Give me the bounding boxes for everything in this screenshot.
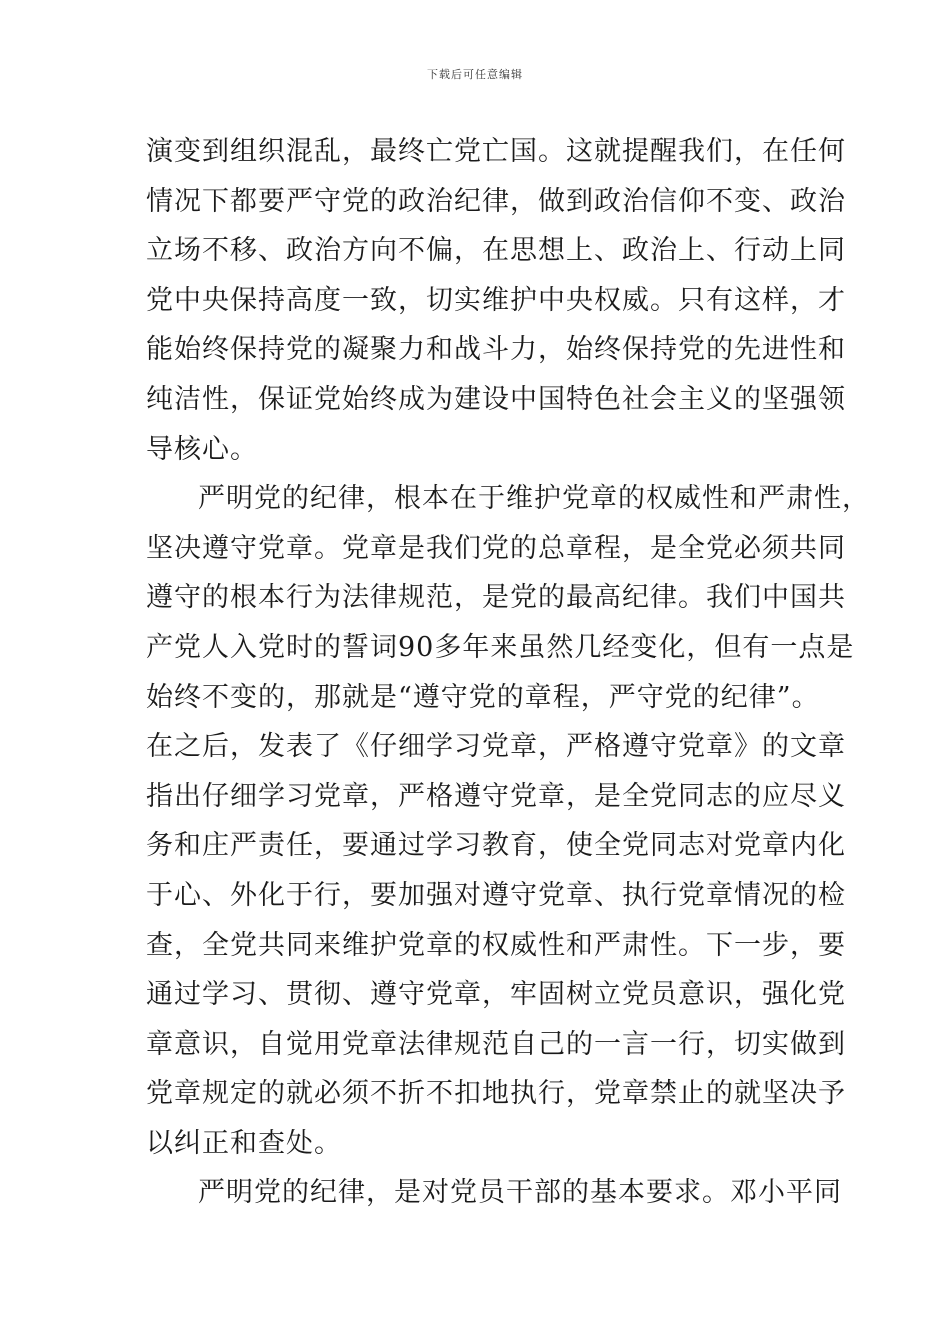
text-line: 党章规定的就必须不折不扣地执行，党章禁止的就坚决予	[146, 1078, 846, 1110]
text-line: 演变到组织混乱，最终亡党亡国。这就提醒我们，在任何	[146, 136, 846, 167]
text-line: 立场不移、政治方向不偏，在思想上、政治上、行动上同	[146, 235, 846, 267]
text-line: 产党人入党时的誓词90多年来虽然几经变化，但有一点是	[146, 631, 855, 663]
page-header-note: 下载后可任意编辑	[427, 68, 523, 81]
text-line: 情况下都要严守党的政治纪律，做到政治信仰不变、政治	[146, 185, 846, 217]
text-line: 指出仔细学习党章，严格遵守党章，是全党同志的应尽义	[146, 780, 846, 812]
paragraph-first-line: 严明党的纪律，根本在于维护党章的权威性和严肃性，	[198, 483, 870, 515]
text-line: 章意识，自觉用党章法律规范自己的一言一行，切实做到	[146, 1028, 846, 1060]
text-line: 导核心。	[146, 433, 258, 465]
text-line: 于心、外化于行，要加强对遵守党章、执行党章情况的检	[146, 879, 846, 911]
text-line: 务和庄严责任，要通过学习教育，使全党同志对党章内化	[146, 830, 846, 862]
text-line: 党中央保持高度一致，切实维护中央权威。只有这样，才	[146, 284, 846, 316]
text-line: 遵守的根本行为法律规范，是党的最高纪律。我们中国共	[146, 582, 846, 614]
document-body	[146, 127, 870, 1218]
text-line: 能始终保持党的凝聚力和战斗力，始终保持党的先进性和	[146, 334, 846, 366]
text-line: 坚决遵守党章。党章是我们党的总章程，是全党必须共同	[146, 532, 846, 564]
text-line: 查，全党共同来维护党章的权威性和严肃性。下一步，要	[146, 929, 846, 961]
text-line: 在之后，发表了《仔细学习党章，严格遵守党章》的文章	[146, 731, 846, 763]
text-line: 始终不变的，那就是“遵守党的章程，严守党的纪律”。	[146, 681, 820, 713]
text-line: 纯洁性，保证党始终成为建设中国特色社会主义的坚强领	[146, 383, 846, 415]
paragraph-first-line: 严明党的纪律，是对党员干部的基本要求。邓小平同	[198, 1177, 842, 1209]
text-line: 以纠正和查处。	[146, 1127, 342, 1159]
text-line: 通过学习、贯彻、遵守党章，牢固树立党员意识，强化党	[146, 979, 846, 1011]
